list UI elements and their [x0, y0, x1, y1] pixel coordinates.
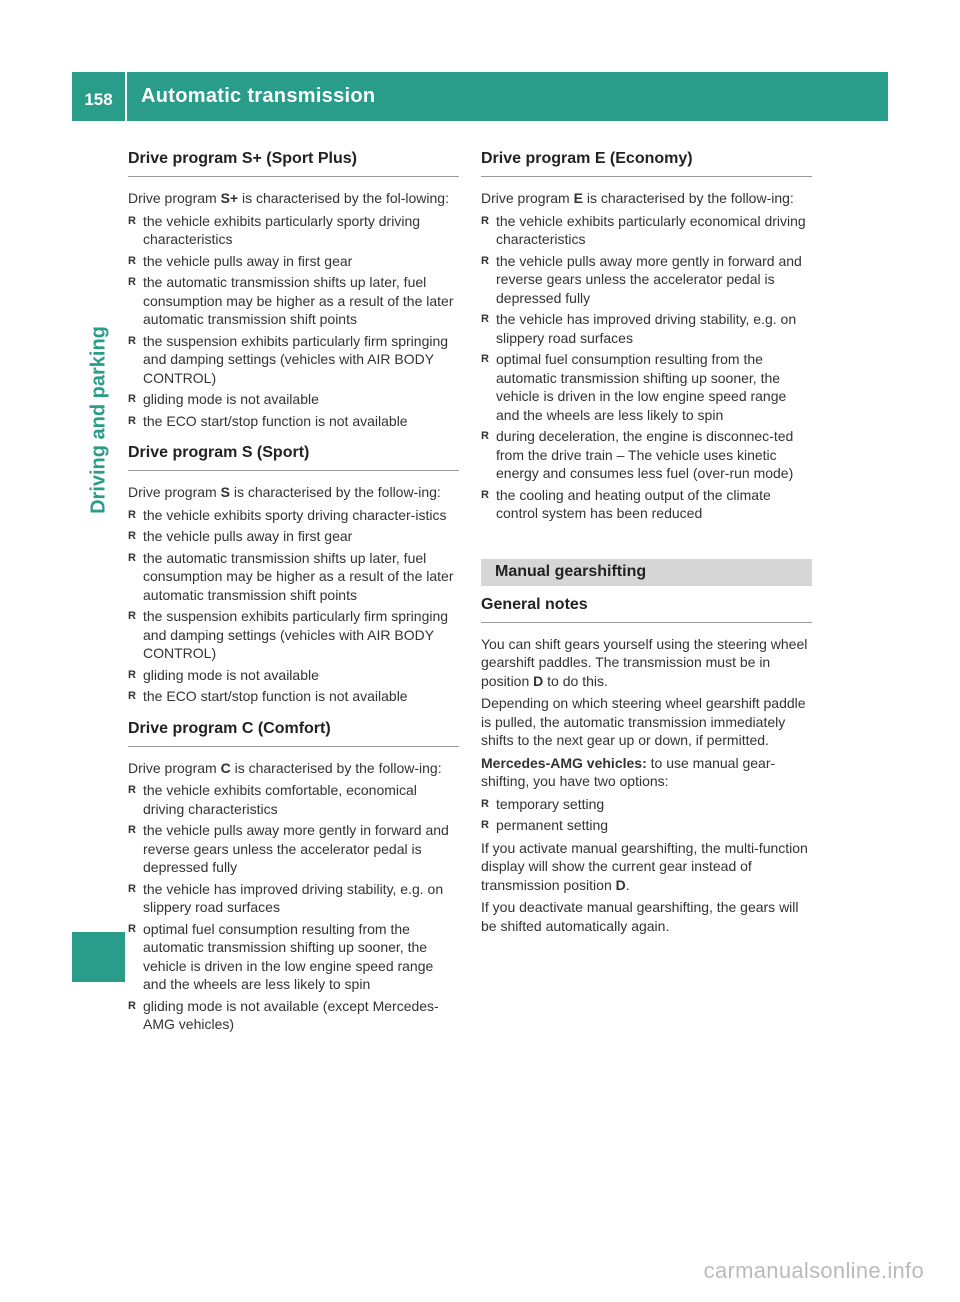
heading-s-plus: Drive program S+ (Sport Plus): [128, 150, 459, 177]
page-title: Automatic transmission: [141, 85, 376, 107]
list-options: [481, 795, 812, 835]
paragraph-text: You can shift gears yourself using the steering wheel gearshift paddles. The transmission must be in position: [481, 635, 808, 689]
list-item: R temporary setting: [481, 795, 812, 814]
heading-s: Drive program S (Sport): [128, 444, 459, 471]
section-s: [128, 444, 459, 706]
list-item: R the vehicle has improved driving stability, e.g. on slippery road surfaces: [128, 880, 459, 917]
intro-text: is characterised by the follow-ing:: [230, 759, 442, 776]
paragraph: [481, 754, 812, 791]
section-s-plus: [128, 150, 459, 430]
intro-e: [481, 189, 812, 208]
paragraph-text: If you activate manual gearshifting, the multi-function display will show the current gear instead of transmission position: [481, 839, 808, 893]
right-column: [481, 150, 812, 941]
intro-text: is characterised by the follow-ing:: [582, 190, 794, 206]
paragraph-text: to do this.: [543, 672, 608, 689]
intro-text: is characterised by the follow-ing:: [229, 484, 441, 500]
list-item: R during deceleration, the engine is disconnec-ted from the drive train – The vehicle uses kinetic energy and consumes less fuel (over-run mode): [481, 427, 812, 483]
section-band-manual: [481, 559, 812, 586]
intro-s: [128, 483, 459, 502]
intro-c: [128, 759, 459, 778]
list-item: R the cooling and heating output of the climate control system has been reduced: [481, 486, 812, 523]
list-item: R the suspension exhibits particularly firm springing and damping settings (vehicles with AIR BODY CONTROL): [128, 607, 459, 663]
list-item: R the ECO start/stop function is not available: [128, 412, 459, 431]
list-item: R the vehicle pulls away more gently in forward and reverse gears unless the accelerator pedal is depressed fully: [481, 252, 812, 308]
list-item: R permanent setting: [481, 816, 812, 835]
paragraph-bold: D: [615, 876, 626, 893]
page-number: 158: [84, 89, 113, 109]
list-item: R the vehicle exhibits particularly sporty driving characteristics: [128, 212, 459, 249]
paragraph: If you deactivate manual gearshifting, the gears will be shifted automatically again.: [481, 899, 799, 934]
intro-text: Drive program: [128, 759, 221, 776]
list-item: R the vehicle has improved driving stability, e.g. on slippery road surfaces: [481, 310, 812, 347]
list-item: R the automatic transmission shifts up later, fuel consumption may be higher as a result of the later automatic transmission shift points: [128, 549, 459, 605]
heading-c: Drive program C (Comfort): [128, 720, 459, 747]
side-tab-marker: [72, 932, 125, 982]
heading-general-notes: General notes: [481, 596, 812, 623]
intro-bold: S: [220, 484, 230, 500]
list-s-plus: [128, 212, 459, 431]
paragraph: Depending on which steering wheel gearshift paddle is pulled, the automatic transmission immediately shifts to the next gear up or down, if permitted.: [481, 695, 806, 748]
intro-text: Drive program: [128, 484, 221, 500]
intro-bold: C: [220, 759, 231, 776]
heading-e: Drive program E (Economy): [481, 150, 812, 177]
list-s: [128, 506, 459, 706]
section-c: [128, 720, 459, 1034]
list-item: R the ECO start/stop function is not available: [128, 687, 459, 706]
list-item: R the vehicle exhibits sporty driving character-istics: [128, 506, 459, 525]
section-e: [481, 150, 812, 523]
left-column: [128, 150, 459, 1048]
section-general-notes: [481, 596, 812, 936]
list-item: R optimal fuel consumption resulting from the automatic transmission shifting up sooner, the vehicle is driven in the low engine speed range and the wheels are less likely to spin: [128, 920, 459, 994]
list-item: R the vehicle pulls away in first gear: [128, 252, 459, 271]
paragraph-text: to use manual gear-shifting, you have two options:: [481, 754, 776, 789]
intro-bold: S+: [220, 190, 239, 206]
intro-bold: E: [573, 190, 583, 206]
list-item: R the suspension exhibits particularly firm springing and damping settings (vehicles with AIR BODY CONTROL): [128, 332, 459, 388]
list-item: R the vehicle pulls away in first gear: [128, 527, 459, 546]
list-item: R the vehicle exhibits particularly economical driving characteristics: [481, 212, 812, 249]
list-item: R gliding mode is not available: [128, 390, 459, 409]
intro-text: Drive program: [128, 190, 221, 206]
header-bar: [72, 72, 888, 121]
list-item: R gliding mode is not available: [128, 666, 459, 685]
paragraph-bold: D: [533, 672, 544, 689]
list-e: [481, 212, 812, 523]
side-tab-label: Driving and parking: [87, 326, 110, 514]
list-item: R the vehicle exhibits comfortable, economical driving characteristics: [128, 781, 459, 818]
list-item: R the automatic transmission shifts up later, fuel consumption may be higher as a result of the later automatic transmission shift points: [128, 273, 459, 329]
list-item: R optimal fuel consumption resulting from the automatic transmission shifting up sooner, the vehicle is driven in the low engine speed range and the wheels are less likely to spin: [481, 350, 812, 424]
list-item: R the vehicle pulls away more gently in forward and reverse gears unless the accelerator pedal is depressed fully: [128, 821, 459, 877]
watermark: carmanualsonline.info: [703, 1258, 924, 1283]
paragraph-text: .: [625, 876, 630, 893]
list-c: [128, 781, 459, 1034]
intro-text: is characterised by the fol-lowing:: [238, 190, 449, 206]
intro-s-plus: [128, 189, 459, 208]
paragraph: [481, 635, 812, 691]
paragraph: [481, 839, 812, 895]
list-item: R gliding mode is not available (except Mercedes-AMG vehicles): [128, 997, 459, 1034]
intro-text: Drive program: [481, 190, 574, 206]
paragraph-bold: Mercedes-AMG vehicles:: [481, 754, 647, 771]
band-title: Manual gearshifting: [495, 563, 647, 580]
